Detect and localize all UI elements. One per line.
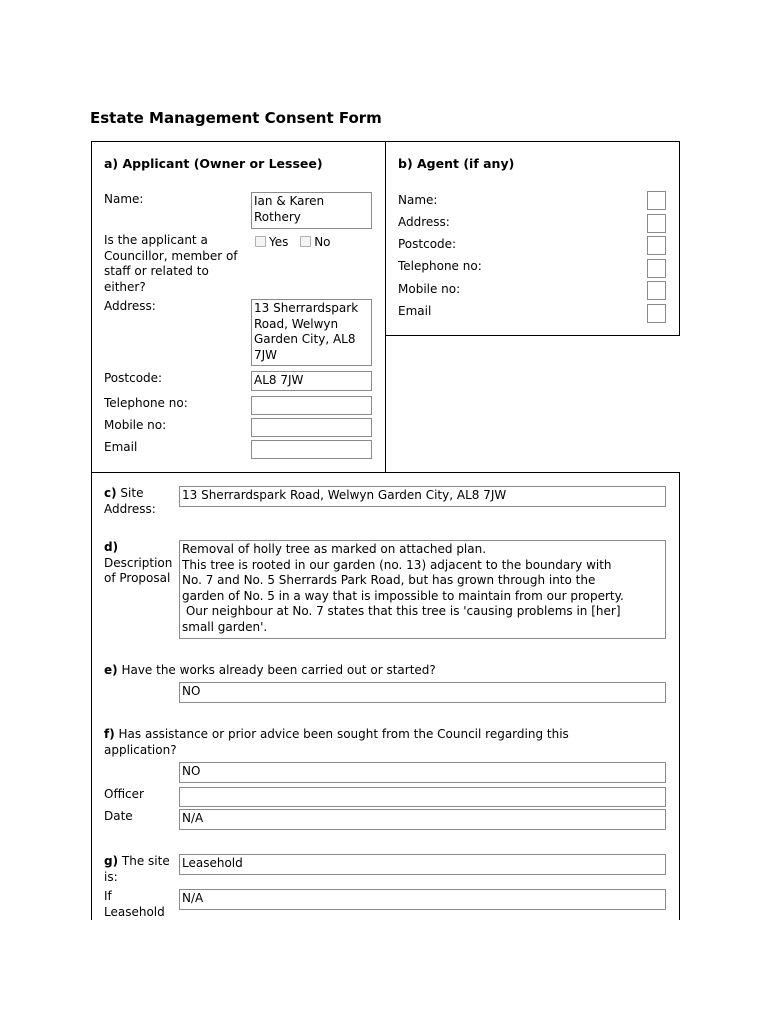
if-leasehold-label: If Leasehold bbox=[104, 889, 165, 919]
description-letter: d) bbox=[104, 540, 119, 554]
applicant-email-field[interactable] bbox=[251, 440, 372, 459]
site-tenure-field[interactable]: Leasehold bbox=[179, 854, 666, 875]
councillor-options bbox=[255, 235, 331, 249]
description-label-text: Description of Proposal bbox=[104, 555, 173, 585]
prior-advice-letter: f) bbox=[104, 727, 115, 741]
page-bottom-blank bbox=[0, 920, 770, 1024]
no-checkbox[interactable] bbox=[300, 236, 311, 247]
site-address-letter: c) bbox=[104, 486, 117, 500]
site-tenure-label bbox=[104, 854, 170, 885]
site-tenure-label-text: The site is: bbox=[104, 854, 170, 884]
date-field[interactable]: N/A bbox=[179, 809, 666, 830]
site-address-label-text: Site Address: bbox=[104, 486, 156, 516]
councillor-question-label: Is the applicant a Councillor, member of staff or related to either? bbox=[104, 233, 238, 294]
agent-mobile-label: Mobile no: bbox=[398, 282, 461, 296]
agent-email-field[interactable] bbox=[647, 304, 666, 323]
applicant-heading: a) Applicant (Owner or Lessee) bbox=[104, 156, 323, 171]
officer-field[interactable] bbox=[179, 787, 666, 807]
agent-telephone-field[interactable] bbox=[647, 259, 666, 278]
works-started-letter: e) bbox=[104, 663, 118, 677]
applicant-telephone-label: Telephone no: bbox=[104, 396, 188, 410]
works-started-question bbox=[104, 663, 436, 679]
prior-advice-question-text: Has assistance or prior advice been sought from the Council regarding this application? bbox=[104, 727, 569, 757]
applicant-telephone-field[interactable] bbox=[251, 396, 372, 415]
agent-postcode-field[interactable] bbox=[647, 236, 666, 255]
applicant-email-label: Email bbox=[104, 440, 138, 454]
agent-address-label: Address: bbox=[398, 215, 450, 229]
agent-address-field[interactable] bbox=[647, 214, 666, 233]
if-leasehold-field[interactable]: N/A bbox=[179, 889, 666, 910]
no-label: No bbox=[314, 235, 331, 249]
officer-label: Officer bbox=[104, 787, 144, 801]
description-label bbox=[104, 540, 172, 587]
site-address-field[interactable]: 13 Sherrardspark Road, Welwyn Garden City, AL8 7JW bbox=[179, 486, 666, 507]
applicant-name-label: Name: bbox=[104, 192, 144, 206]
applicant-address-field[interactable]: 13 Sherrardspark Road, Welwyn Garden City, AL8 7JW bbox=[251, 299, 372, 366]
site-tenure-letter: g) bbox=[104, 854, 119, 868]
agent-email-label: Email bbox=[398, 304, 432, 318]
agent-name-label: Name: bbox=[398, 193, 438, 207]
page-title: Estate Management Consent Form bbox=[90, 109, 382, 127]
prior-advice-question bbox=[104, 727, 569, 758]
agent-mobile-field[interactable] bbox=[647, 281, 666, 300]
agent-name-field[interactable] bbox=[647, 191, 666, 210]
prior-advice-field[interactable]: NO bbox=[179, 762, 666, 783]
applicant-mobile-label: Mobile no: bbox=[104, 418, 167, 432]
applicant-postcode-field[interactable]: AL8 7JW bbox=[251, 371, 372, 391]
works-started-field[interactable]: NO bbox=[179, 682, 666, 703]
yes-label: Yes bbox=[269, 235, 289, 249]
works-started-question-text: Have the works already been carried out or started? bbox=[117, 663, 436, 677]
applicant-postcode-label: Postcode: bbox=[104, 371, 163, 385]
date-label: Date bbox=[104, 809, 133, 823]
site-address-label bbox=[104, 486, 156, 517]
agent-postcode-label: Postcode: bbox=[398, 237, 457, 251]
description-field[interactable]: Removal of holly tree as marked on attached plan. This tree is rooted in our garden (no. 13) adjacent to the boundary with No. 7 and No. 5 Sherrards Park Road, but has grown through into the garden of No. 5 in a way that is impossible to maintain from our property. Our neighbour at No. 7 states that this tree is 'causing problems in [her] small garden'. bbox=[179, 540, 666, 639]
agent-telephone-label: Telephone no: bbox=[398, 259, 482, 273]
applicant-address-label: Address: bbox=[104, 299, 156, 313]
agent-heading: b) Agent (if any) bbox=[398, 156, 515, 171]
applicant-mobile-field[interactable] bbox=[251, 418, 372, 437]
applicant-name-field[interactable]: Ian & Karen Rothery bbox=[251, 192, 372, 229]
yes-checkbox[interactable] bbox=[255, 236, 266, 247]
